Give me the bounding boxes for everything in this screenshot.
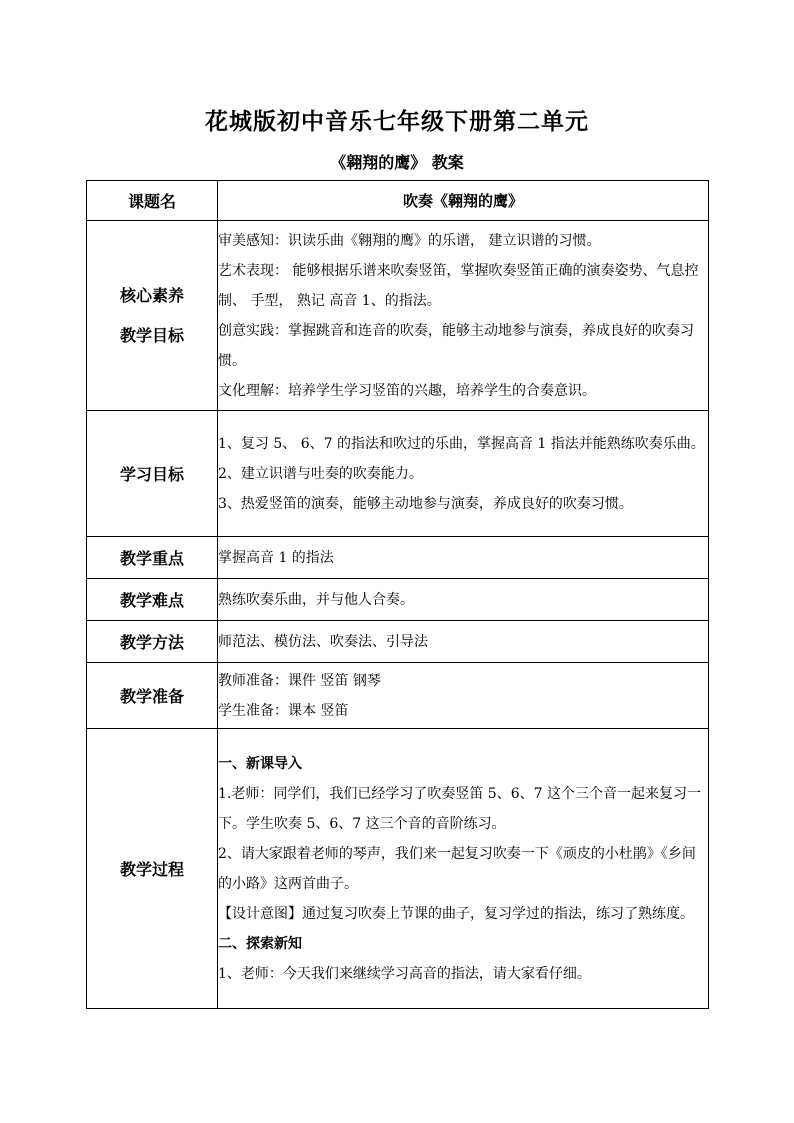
core-goals-content: [218, 221, 709, 411]
key-point-value: 掌握高音 1 的指法: [218, 537, 709, 579]
learning-goal-1: 1、复习 5、 6、7 的指法和吹过的乐曲，掌握高音 1 指法并能熟练吹奏乐曲。: [218, 435, 705, 452]
table-row: [87, 621, 709, 663]
teacher-preparation: 教师准备：课件 竖笛 钢琴: [218, 672, 381, 689]
methods-label: 教学方法: [87, 621, 218, 663]
difficulty-label: 教学难点: [87, 579, 218, 621]
core-goals-label: [87, 221, 218, 411]
process-label: 教学过程: [87, 729, 218, 1009]
methods-value: 师范法、模仿法、吹奏法、引导法: [218, 621, 709, 663]
process-item-3: 1、老师：今天我们来继续学习高音的指法，请大家看仔细。: [218, 965, 591, 982]
student-preparation: 学生准备：课本 竖笛: [218, 702, 349, 719]
difficulty-value: 熟练吹奏乐曲，并与他人合奏。: [218, 579, 709, 621]
table-row: [87, 729, 709, 1009]
core-goals-label-line2: 教学目标: [119, 325, 184, 345]
core-goal-aesthetic: 审美感知：识读乐曲《翱翔的鹰》的乐谱， 建立识谱的习惯。: [218, 232, 601, 249]
core-goal-expression: 艺术表现： 能够根据乐谱来吹奏竖笛，掌握吹奏竖笛正确的演奏姿势、气息控制、 手型， 熟记 高音 1、的指法。: [218, 262, 699, 309]
core-goal-creative: 创意实践：掌握跳音和连音的吹奏，能够主动地参与演奏，养成良好的吹奏习惯。: [218, 322, 694, 369]
preparation-label: 教学准备: [87, 663, 218, 729]
table-row: [87, 221, 709, 411]
topic-value: 吹奏《翱翔的鹰》: [218, 181, 709, 221]
table-row: [87, 181, 709, 221]
learning-goal-3: 3、热爱竖笛的演奏，能够主动地参与演奏，养成良好的吹奏习惯。: [218, 495, 633, 512]
topic-label: 课题名: [87, 181, 218, 221]
process-design-intent: 【设计意图】通过复习吹奏上节课的曲子，复习学过的指法，练习了熟练度。: [218, 905, 694, 922]
learning-goal-2: 2、建立识谱与吐奏的吹奏能力。: [218, 465, 423, 482]
lesson-plan-table: [86, 180, 709, 1009]
table-row: [87, 537, 709, 579]
process-item-1: 1.老师：同学们，我们已经学习了吹奏竖笛 5、6、7 这个三个音一起来复习一下。学生吹奏 5、6、7 这三个音的音阶练习。: [218, 785, 701, 832]
table-row: [87, 663, 709, 729]
table-row: [87, 411, 709, 537]
core-goals-label-line1: 核心素养: [119, 285, 184, 305]
process-section-explore: 二、探索新知: [218, 935, 302, 952]
process-content: [218, 729, 709, 1009]
preparation-content: [218, 663, 709, 729]
learning-goals-content: [218, 411, 709, 537]
process-item-2: 2、请大家跟着老师的琴声，我们来一起复习吹奏一下《顽皮的小杜鹃》《乡间的小路》这两首曲子。: [218, 845, 696, 892]
core-goal-culture: 文化理解：培养学生学习竖笛的兴趣，培养学生的合奏意识。: [218, 382, 596, 399]
learning-goals-label: 学习目标: [87, 411, 218, 537]
process-section-intro: 一、新课导入: [218, 755, 302, 772]
table-row: [87, 579, 709, 621]
document-title: 花城版初中音乐七年级下册第二单元: [205, 108, 589, 135]
document-subtitle: 《翱翔的鹰》 教案: [330, 153, 464, 172]
key-point-label: 教学重点: [87, 537, 218, 579]
